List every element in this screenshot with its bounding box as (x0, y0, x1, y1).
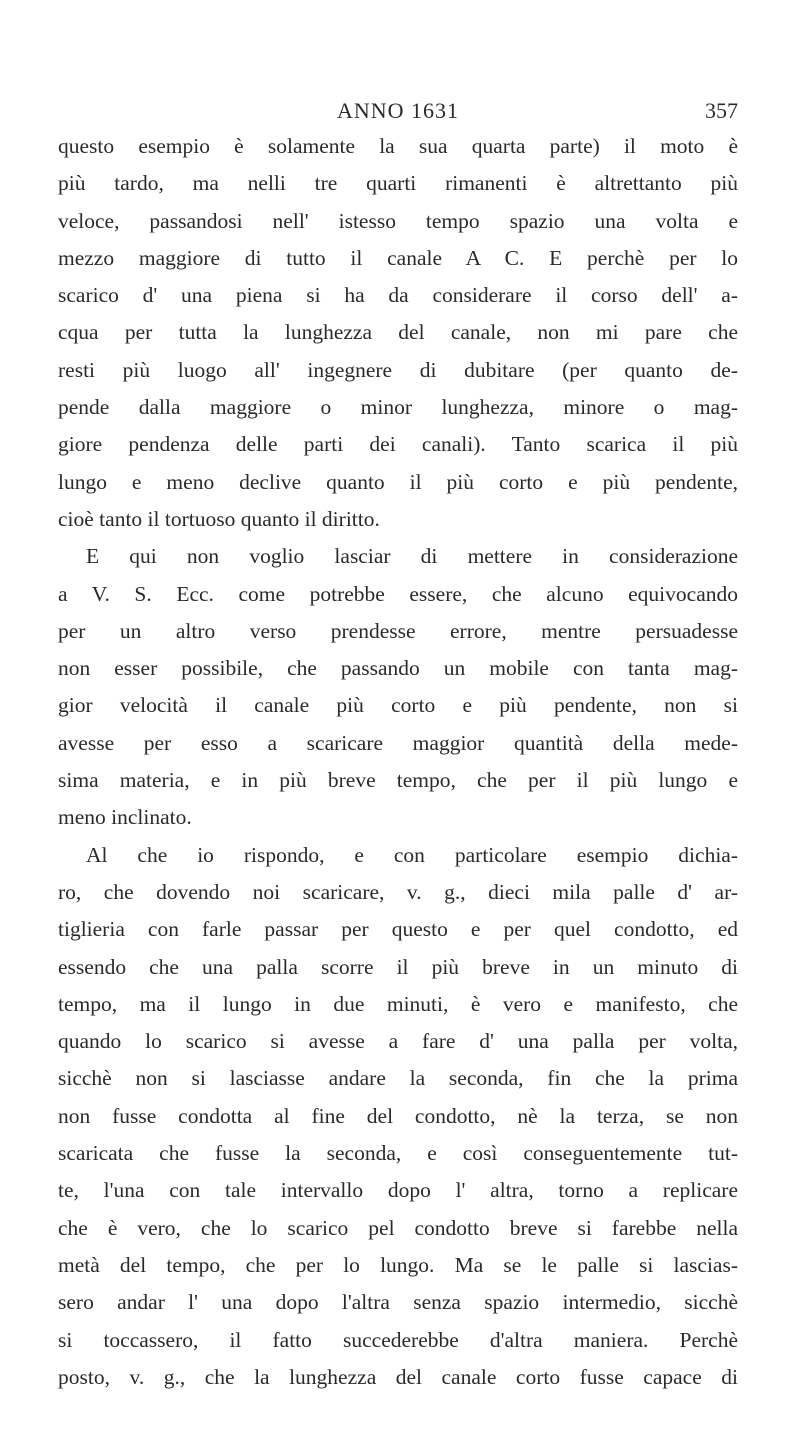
body-text (58, 128, 738, 1396)
text-line: meno inclinato. (58, 805, 192, 830)
text-line: giore pendenza delle parti dei canali). Tanto scarica il più (58, 432, 738, 457)
text-line: questo esempio è solamente la sua quarta parte) il moto è (58, 134, 738, 158)
text-line: te, l'una con tale intervallo dopo l' altra, torno a replicare (58, 1178, 738, 1203)
text-line: cioè tanto il tortuoso quanto il diritto. (58, 506, 380, 531)
running-head (58, 98, 738, 124)
text-line: avesse per esso a scaricare maggior quantità della mede- (58, 730, 738, 755)
text-line: sero andar l' una dopo l'altra senza spazio intermedio, sicchè (58, 1290, 738, 1315)
text-line: essendo che una palla scorre il più breve in un minuto di (58, 954, 738, 979)
text-line: Al che io rispondo, e con particolare esempio dichia- (86, 842, 738, 867)
text-line: tiglieria con farle passar per questo e per quel condotto, ed (58, 917, 738, 942)
page-number: 357 (705, 98, 738, 123)
text-line: scarico d' una piena si ha da considerare il corso dell' a- (58, 283, 738, 308)
text-line: posto, v. g., che la lunghezza del canale corto fusse capace di (58, 1364, 738, 1389)
text-line: scaricata che fusse la seconda, e così conseguentemente tut- (58, 1141, 738, 1166)
text-line: pende dalla maggiore o minor lunghezza, minore o mag- (58, 395, 738, 420)
text-line: più tardo, ma nelli tre quarti rimanenti è altrettanto più (58, 171, 738, 196)
text-line: che è vero, che lo scarico pel condotto breve si farebbe nella (58, 1215, 738, 1240)
text-line: veloce, passandosi nell' istesso tempo spazio una volta e (58, 208, 738, 233)
text-line: tempo, ma il lungo in due minuti, è vero e manifesto, che (58, 991, 738, 1016)
text-line: lungo e meno declive quanto il più corto e più pendente, (58, 469, 738, 494)
text-line: E qui non voglio lasciar di mettere in considerazione (86, 544, 738, 569)
text-line: cqua per tutta la lunghezza del canale, non mi pare che (58, 320, 738, 345)
text-line: per un altro verso prendesse errore, mentre persuadesse (58, 618, 738, 643)
text-line: non esser possibile, che passando un mobile con tanta mag- (58, 656, 738, 681)
text-line: ro, che dovendo noi scaricare, v. g., dieci mila palle d' ar- (58, 879, 738, 904)
text-line: gior velocità il canale più corto e più pendente, non si (58, 693, 738, 718)
text-line: sicchè non si lasciasse andare la seconda, fin che la prima (58, 1066, 738, 1091)
text-line: a V. S. Ecc. come potrebbe essere, che alcuno equivocando (58, 581, 738, 606)
text-line: quando lo scarico si avesse a fare d' una palla per volta, (58, 1029, 738, 1054)
running-head-title: ANNO 1631 (336, 98, 460, 123)
text-line: non fusse condotta al fine del condotto, nè la terza, se non (58, 1103, 738, 1128)
text-line: resti più luogo all' ingegnere di dubitare (per quanto de- (58, 357, 738, 382)
text-line: sima materia, e in più breve tempo, che per il più lungo e (58, 768, 738, 793)
text-line: si toccassero, il fatto succederebbe d'altra maniera. Perchè (58, 1327, 738, 1352)
text-line: mezzo maggiore di tutto il canale A C. E perchè per lo (58, 245, 738, 270)
text-line: metà del tempo, che per lo lungo. Ma se le palle si lascias- (58, 1252, 738, 1277)
